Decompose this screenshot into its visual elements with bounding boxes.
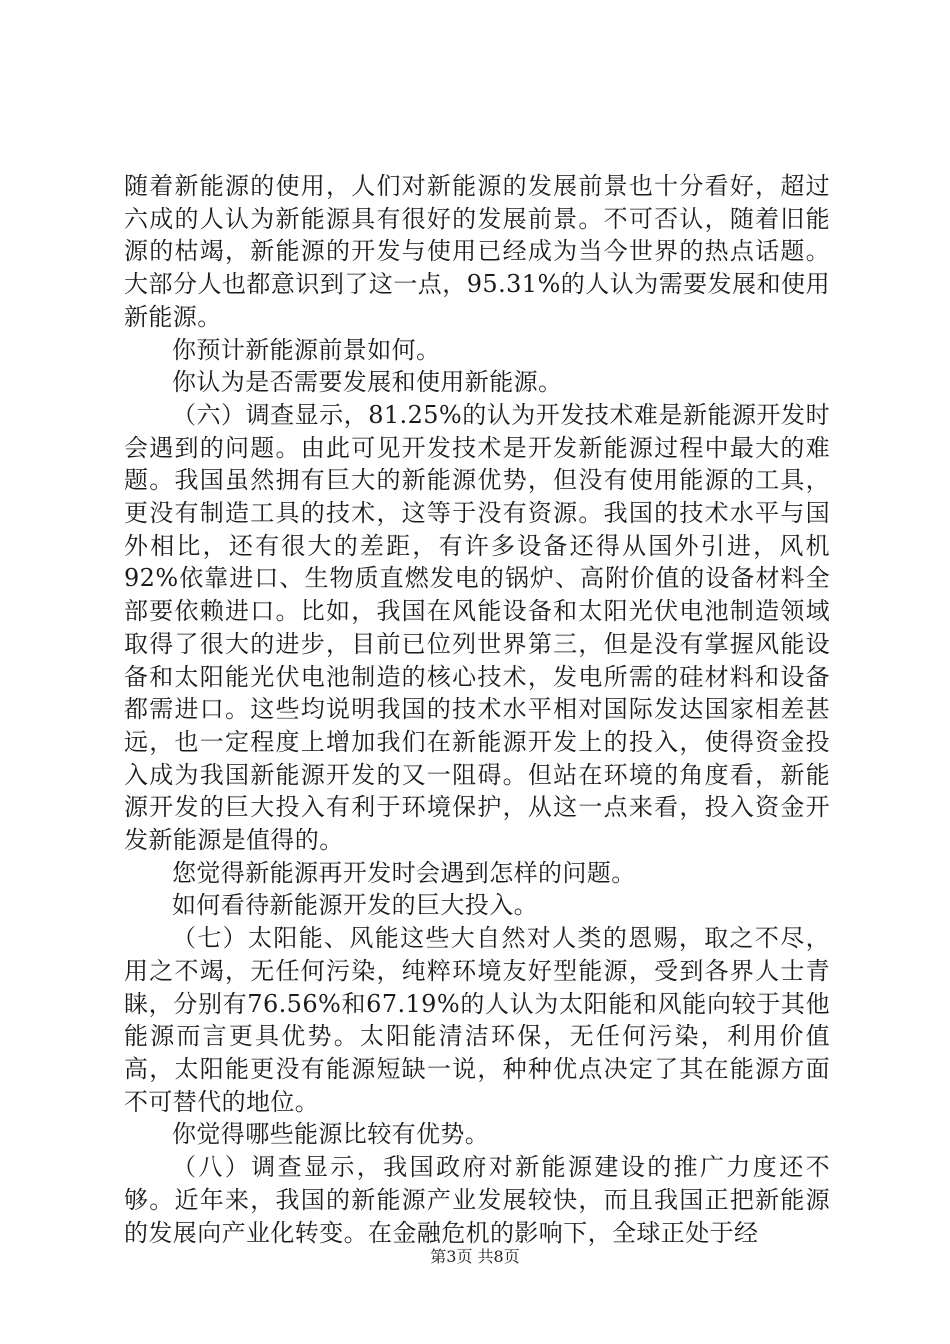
paragraph-section-six: （六）调查显示，81.25%的认为开发技术难是新能源开发时会遇到的问题。由此可见开发技术是开发新能源过程中最大的难题。我国虽然拥有巨大的新能源优势，但没有使用能源的工具，更没有制造工具的技术，这等于没有资源。我国的技术水平与国外相比，还有很大的差距，有许多设备还得从国外引进，风机92%依靠进口、生物质直燃发电的锅炉、高附价值的设备材料全部要依赖进口。比如，我国在风能设备和太阳光伏电池制造领域取得了很大的进步，目前已位列世界第三，但是没有掌握风能设备和太阳能光伏电池制造的核心技术，发电所需的硅材料和设备都需进口。这些均说明我国的技术水平相对国际发达国家相差甚远，也一定程度上增加我们在新能源开发上的投入，使得资金投入成为我国新能源开发的又一阻碍。但站在环境的角度看，新能源开发的巨大投入有利于环境保护，从这一点来看，投入资金开发新能源是值得的。 — [124, 400, 830, 855]
survey-question-investment: 如何看待新能源开发的巨大投入。 — [172, 891, 538, 920]
paragraph-section-seven: （七）太阳能、风能这些大自然对人类的恩赐，取之不尽，用之不竭，无任何污染，纯粹环境友好型能源，受到各界人士青睐，分别有76.56%和67.19%的人认为太阳能和风能向较于其他能源而言更具优势。太阳能清洁环保，无任何污染，利用价值高，太阳能更没有能源短缺一说，种种优点决定了其在能源方面不可替代的地位。 — [124, 924, 830, 1116]
survey-question-problems: 您觉得新能源再开发时会遇到怎样的问题。 — [172, 858, 636, 887]
paragraph-new-energy-prospects: 随着新能源的使用，人们对新能源的发展前景也十分看好，超过六成的人认为新能源具有很好的发展前景。不可否认，随着旧能源的枯竭，新能源的开发与使用已经成为当今世界的热点话题。大部分人也都意识到了这一点，95.31%的人认为需要发展和使用新能源。 — [124, 172, 830, 331]
document-body — [124, 170, 830, 1249]
paragraph-section-eight: （八）调查显示，我国政府对新能源建设的推广力度还不够。近年来，我国的新能源产业发展较快，而且我国正把新能源的发展向产业化转变。在金融危机的影响下，全球正处于经 — [124, 1153, 830, 1247]
page-number-footer: 第3页 共8页 — [430, 1247, 520, 1266]
survey-question-need: 你认为是否需要发展和使用新能源。 — [172, 368, 563, 397]
survey-question-advantages: 你觉得哪些能源比较有优势。 — [172, 1120, 490, 1149]
survey-question-prospects: 你预计新能源前景如何。 — [172, 335, 441, 364]
